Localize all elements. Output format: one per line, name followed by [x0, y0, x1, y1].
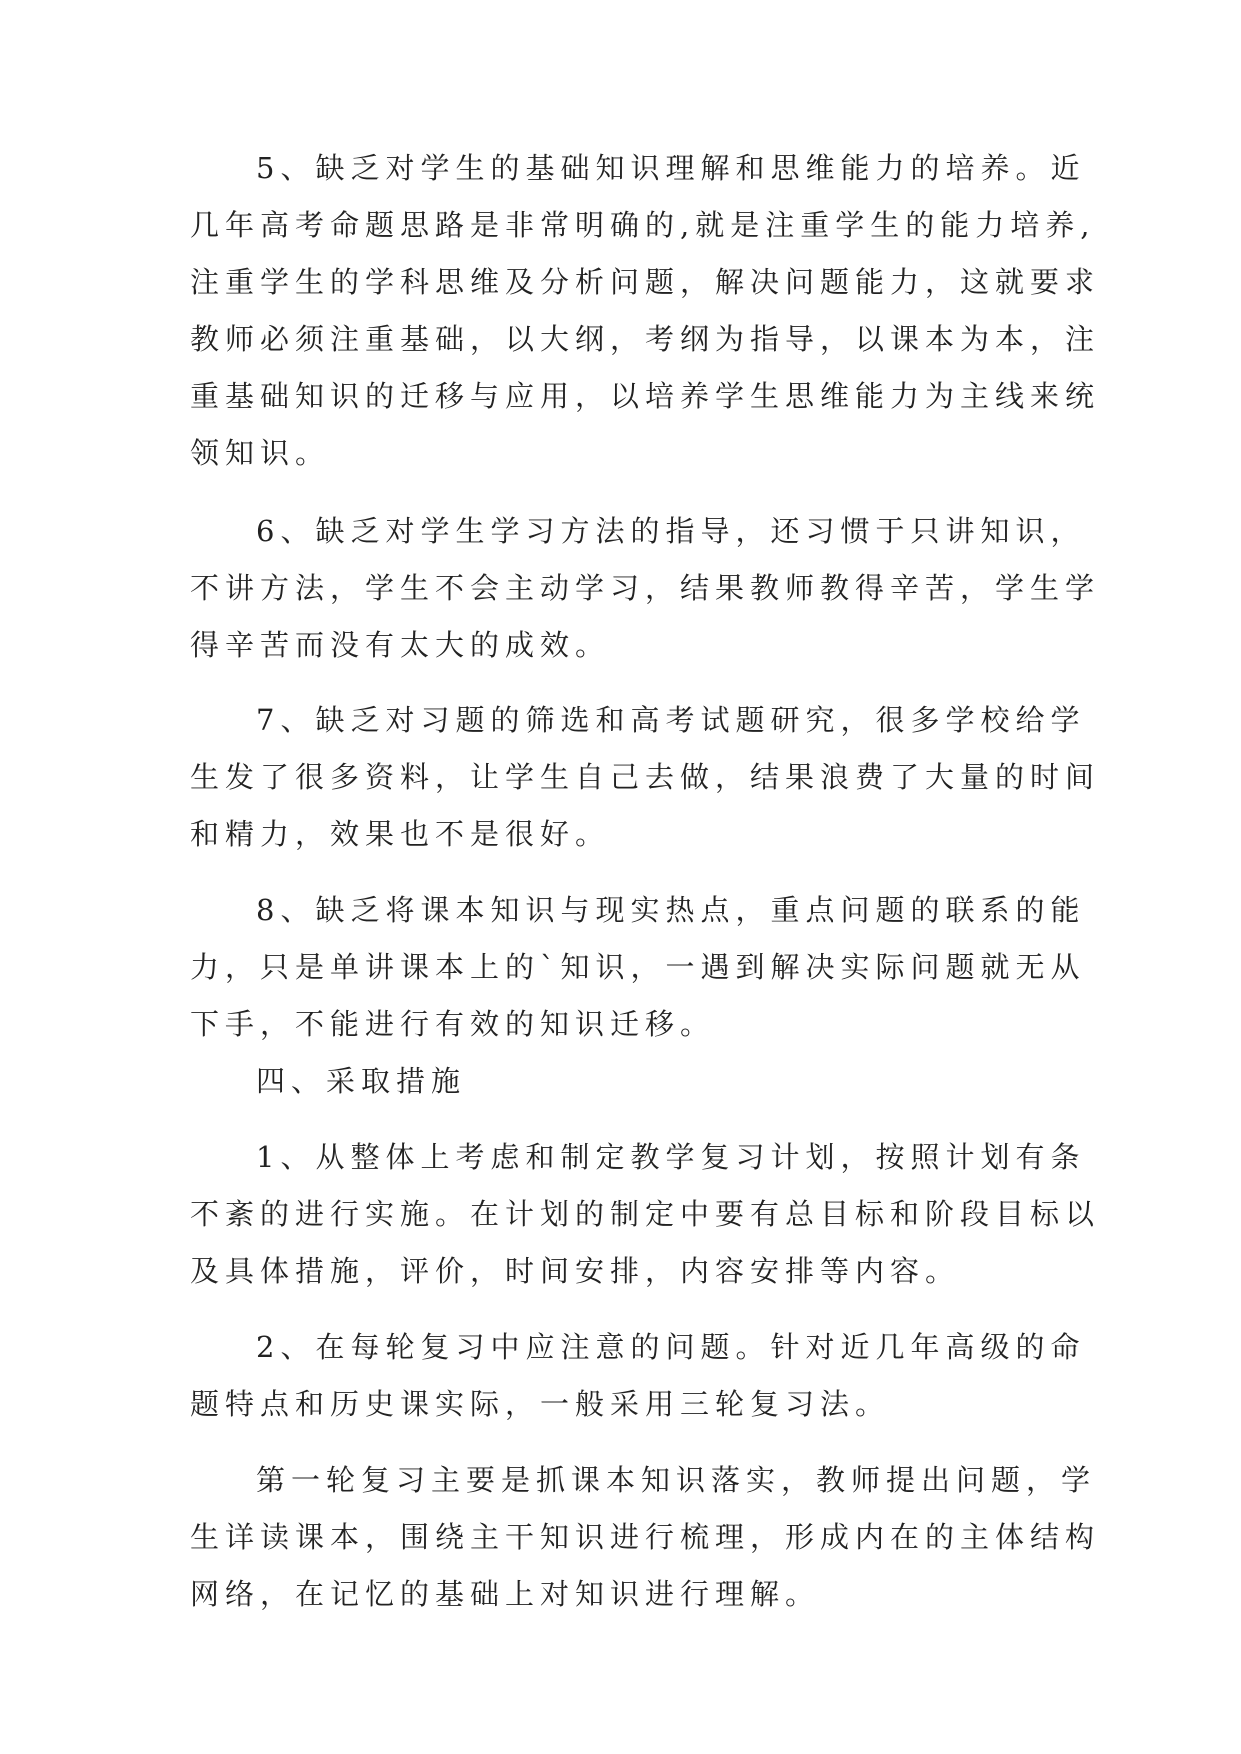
- text-line: 8、缺乏将课本知识与现实热点，重点问题的联系的能: [256, 893, 1086, 927]
- text-line: 7、缺乏对习题的筛选和高考试题研究，很多学校给学: [256, 703, 1086, 737]
- text-line: 生发了很多资料，让学生自己去做，结果浪费了大量的时间: [190, 760, 1101, 794]
- text-line: 领知识。: [190, 436, 331, 470]
- text-line: 题特点和历史课实际，一般采用三轮复习法。: [190, 1387, 891, 1421]
- text-line: 下手，不能进行有效的知识迁移。: [190, 1007, 716, 1041]
- text-line: 不紊的进行实施。在计划的制定中要有总目标和阶段目标以: [190, 1197, 1101, 1231]
- text-line: 5、缺乏对学生的基础知识理解和思维能力的培养。近: [256, 151, 1086, 185]
- text-line: 网络，在记忆的基础上对知识进行理解。: [190, 1577, 821, 1611]
- text-line: 第一轮复习主要是抓课本知识落实，教师提出问题，学: [256, 1463, 1097, 1497]
- text-line: 力，只是单讲课本上的`知识，一遇到解决实际问题就无从: [190, 950, 1086, 984]
- text-line: 1、从整体上考虑和制定教学复习计划，按照计划有条: [256, 1140, 1086, 1174]
- text-line: 得辛苦而没有太大的成效。: [190, 628, 611, 662]
- text-line: 6、缺乏对学生学习方法的指导，还习惯于只讲知识，: [256, 514, 1086, 548]
- text-line: 几年高考命题思路是非常明确的,就是注重学生的能力培养,: [190, 208, 1096, 242]
- text-line: 生详读课本，围绕主干知识进行梳理，形成内在的主体结构: [190, 1520, 1101, 1554]
- text-line: 和精力，效果也不是很好。: [190, 817, 611, 851]
- text-line: 重基础知识的迁移与应用，以培养学生思维能力为主线来统: [190, 379, 1101, 413]
- text-line: 注重学生的学科思维及分析问题，解决问题能力，这就要求: [190, 265, 1101, 299]
- text-line: 及具体措施，评价，时间安排，内容安排等内容。: [190, 1254, 961, 1288]
- section-heading: 四、采取措施: [256, 1064, 467, 1098]
- text-line: 2、在每轮复习中应注意的问题。针对近几年高级的命: [256, 1330, 1086, 1364]
- text-line: 教师必须注重基础，以大纲，考纲为指导，以课本为本，注: [190, 322, 1101, 356]
- text-line: 不讲方法，学生不会主动学习，结果教师教得辛苦，学生学: [190, 571, 1101, 605]
